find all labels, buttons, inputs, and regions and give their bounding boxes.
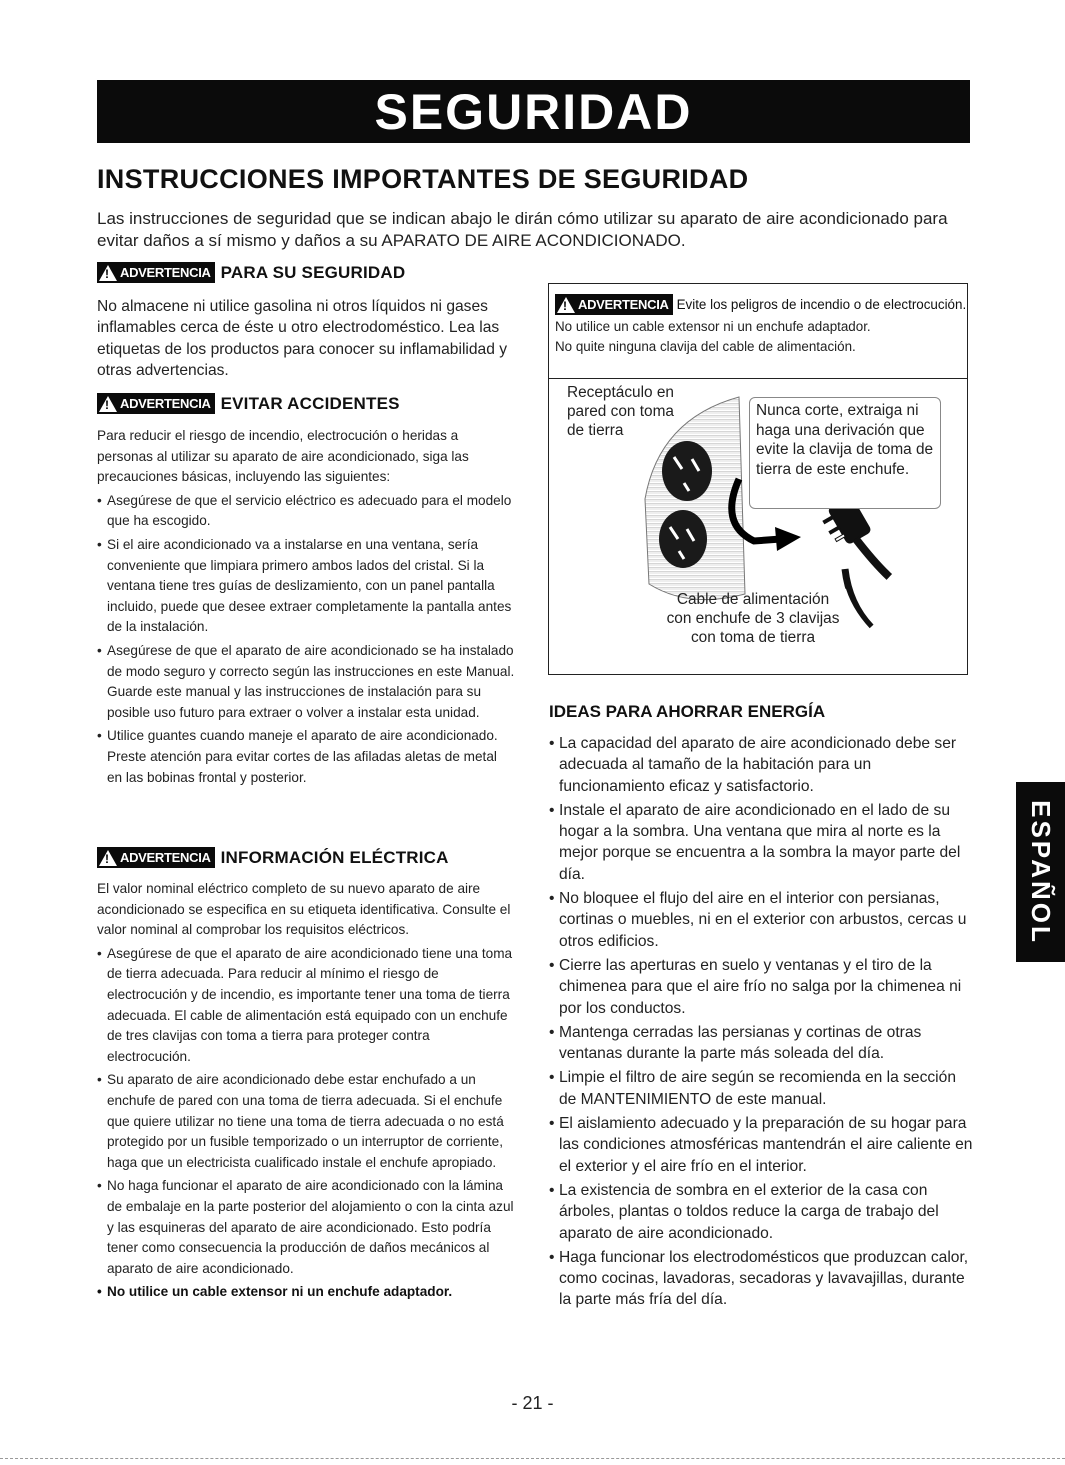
power-cord-label: Cable de alimentación con enchufe de 3 clavijas con toma de tierra	[666, 591, 840, 646]
section-title: PARA SU SEGURIDAD	[220, 262, 406, 282]
callout-box: Nunca corte, extraiga ni haga una derivación que evite la clavija de toma de tierra de este enchufe.	[749, 397, 941, 509]
list-item: • Limpie el filtro de aire según se recomienda en la sección de MANTENIMIENTO de este manual.	[549, 1067, 974, 1110]
accidents-list	[97, 491, 515, 788]
banner-title: SEGURIDAD	[374, 83, 693, 140]
section-title: EVITAR ACCIDENTES	[220, 393, 400, 413]
list-item: • Cierre las aperturas en suelo y ventanas y el tiro de la chimenea para que el aire frío no salga por la chimenea ni por los conductos.	[549, 955, 974, 1019]
list-item: • Haga funcionar los electrodomésticos que produzcan calor, como cocinas, lavadoras, secadoras y lavavajillas, durante la parte más fría del día.	[549, 1247, 974, 1311]
warning-triangle-icon	[557, 297, 575, 313]
list-item: • Instale el aparato de aire acondicionado en el lado de su hogar a la sombra. Una ventana que mira al norte es la mejor porque se encuentra a la sombra la mayor parte del día.	[549, 800, 974, 885]
warning-badge: ! ADVERTENCIA	[97, 262, 215, 283]
warning-line-3: No quite ninguna clavija del cable de alimentación.	[555, 339, 856, 354]
warning-line-1: ! ADVERTENCIA Evite los peligros de incendio o de electrocución.	[555, 294, 965, 315]
energy-heading: IDEAS PARA AHORRAR ENERGÍA	[549, 702, 826, 721]
warning-triangle-icon	[99, 396, 117, 412]
list-item: • Utilice guantes cuando maneje el aparato de aire acondicionado. Preste atención para evitar cortes de las afiladas aletas de metal en las bobinas frontal y posterior.	[97, 726, 515, 788]
section-title: INFORMACIÓN ELÉCTRICA	[220, 847, 449, 867]
electrical-intro: El valor nominal eléctrico completo de su nuevo aparato de aire acondicionado se especifica en su etiqueta identificativa. Consulte el valor nominal al comprobar los requisitos eléctricos.	[97, 881, 511, 938]
outlet-illustration	[549, 379, 967, 674]
section-heading-accidents	[97, 393, 400, 414]
section-banner	[97, 80, 970, 143]
divider	[0, 1458, 1065, 1459]
warning-box-text	[555, 294, 965, 357]
list-item: • La capacidad del aparato de aire acondicionado debe ser adecuada al tamaño de la habitación para un funcionamiento eficaz y satisfactorio.	[549, 733, 974, 797]
electrical-body	[97, 879, 515, 1306]
electrical-list	[97, 944, 515, 1303]
list-item: • La existencia de sombra en el exterior de la casa con árboles, plantas o toldos reduce la carga de trabajo del aparato de aire acondicionado.	[549, 1180, 974, 1244]
section-heading-safety	[97, 262, 405, 283]
warning-badge: ! ADVERTENCIA	[97, 847, 215, 868]
page-number: - 21 -	[511, 1393, 554, 1413]
list-item: • Si el aire acondicionado va a instalarse en una ventana, sería conveniente que limpiara primero ambos lados del cristal. Si la ventana tiene tres guías de deslizamiento, con un panel pantalla incluido, puede que desee extraer completamente la pantalla antes de la instalación.	[97, 535, 515, 638]
warning-triangle-icon	[99, 265, 117, 281]
list-item: • No haga funcionar el aparato de aire acondicionado con la lámina de embalaje en la parte posterior del alojamiento o con la cinta azul y las esquineras del aparato de aire acondicionado. Esto podría tener como consecuencia la producción de daños mecánicos al aparato de aire acondicionado.	[97, 1176, 515, 1279]
warning-badge: ! ADVERTENCIA	[555, 294, 673, 315]
language-tab: ESPAÑOL	[1016, 782, 1065, 962]
section-heading-electrical	[97, 847, 449, 868]
safety-paragraph: No almacene ni utilice gasolina ni otros líquidos ni gases inflamables cerca de éste u otro electrodoméstico. Lea las etiquetas de los productos para conocer su inflamabilidad y otras advertencias.	[97, 298, 508, 379]
list-item: • El aislamiento adecuado y la preparación de su hogar para las condiciones atmosféricas mantendrán el aire caliente en el exterior y el aire frío en el interior.	[549, 1113, 974, 1177]
intro-paragraph: Las instrucciones de seguridad que se indican abajo le dirán cómo utilizar su aparato de aire acondicionado para evitar daños a sí mismo y daños a su APARATO DE AIRE ACONDICIONADO.	[97, 209, 948, 250]
receptacle-label: Receptáculo en pared con toma de tierra	[567, 384, 674, 439]
list-item-bold: • No utilice un cable extensor ni un enchufe adaptador.	[97, 1282, 515, 1303]
list-item: • Asegúrese de que el aparato de aire acondicionado tiene una toma de tierra adecuada. Para reducir al mínimo el riesgo de electrocución y de incendio, es importante tener una toma de tierra adecuada. El cable de alimentación está equipado con un enchufe de tres clavijas con toma a tierra para proteger contra electrocución.	[97, 944, 515, 1068]
accidents-body	[97, 426, 515, 791]
energy-body	[549, 733, 974, 1314]
list-item: • Asegúrese de que el servicio eléctrico es adecuado para el modelo que ha escogido.	[97, 491, 515, 532]
warning-triangle-icon	[99, 850, 117, 866]
list-item: • Su aparato de aire acondicionado debe estar enchufado a un enchufe de pared con una toma de tierra adecuada. Si el enchufe que quiere utilizar no tiene una toma de tierra adecuada o no está protegido por un fusible temporizado o un interruptor de corriente, haga que un electricista cualificado instale el enchufe apropiado.	[97, 1070, 515, 1173]
list-item: • Mantenga cerradas las persianas y cortinas de otras ventanas durante la parte más soleada del día.	[549, 1022, 974, 1065]
warning-box	[548, 283, 968, 675]
warning-line-2: No utilice un cable extensor ni un enchufe adaptador.	[555, 319, 871, 334]
warning-badge: ! ADVERTENCIA	[97, 393, 215, 414]
list-item: • Asegúrese de que el aparato de aire acondicionado se ha instalado de modo seguro y correcto según las instrucciones en este Manual. Guarde este manual y las instrucciones de instalación para su posible uso futuro para extraer o volver a instalar esta unidad.	[97, 641, 515, 723]
accidents-intro: Para reducir el riesgo de incendio, electrocución o heridas a personas al utilizar su aparato de aire acondicionado, siga las precauciones básicas, incluyendo las siguientes:	[97, 428, 469, 485]
page-title: INSTRUCCIONES IMPORTANTES DE SEGURIDAD	[97, 164, 749, 194]
list-item: • No bloquee el flujo del aire en el interior con persianas, cortinas o muebles, ni en el exterior con arbustos, cercas u otros edificios.	[549, 888, 974, 952]
